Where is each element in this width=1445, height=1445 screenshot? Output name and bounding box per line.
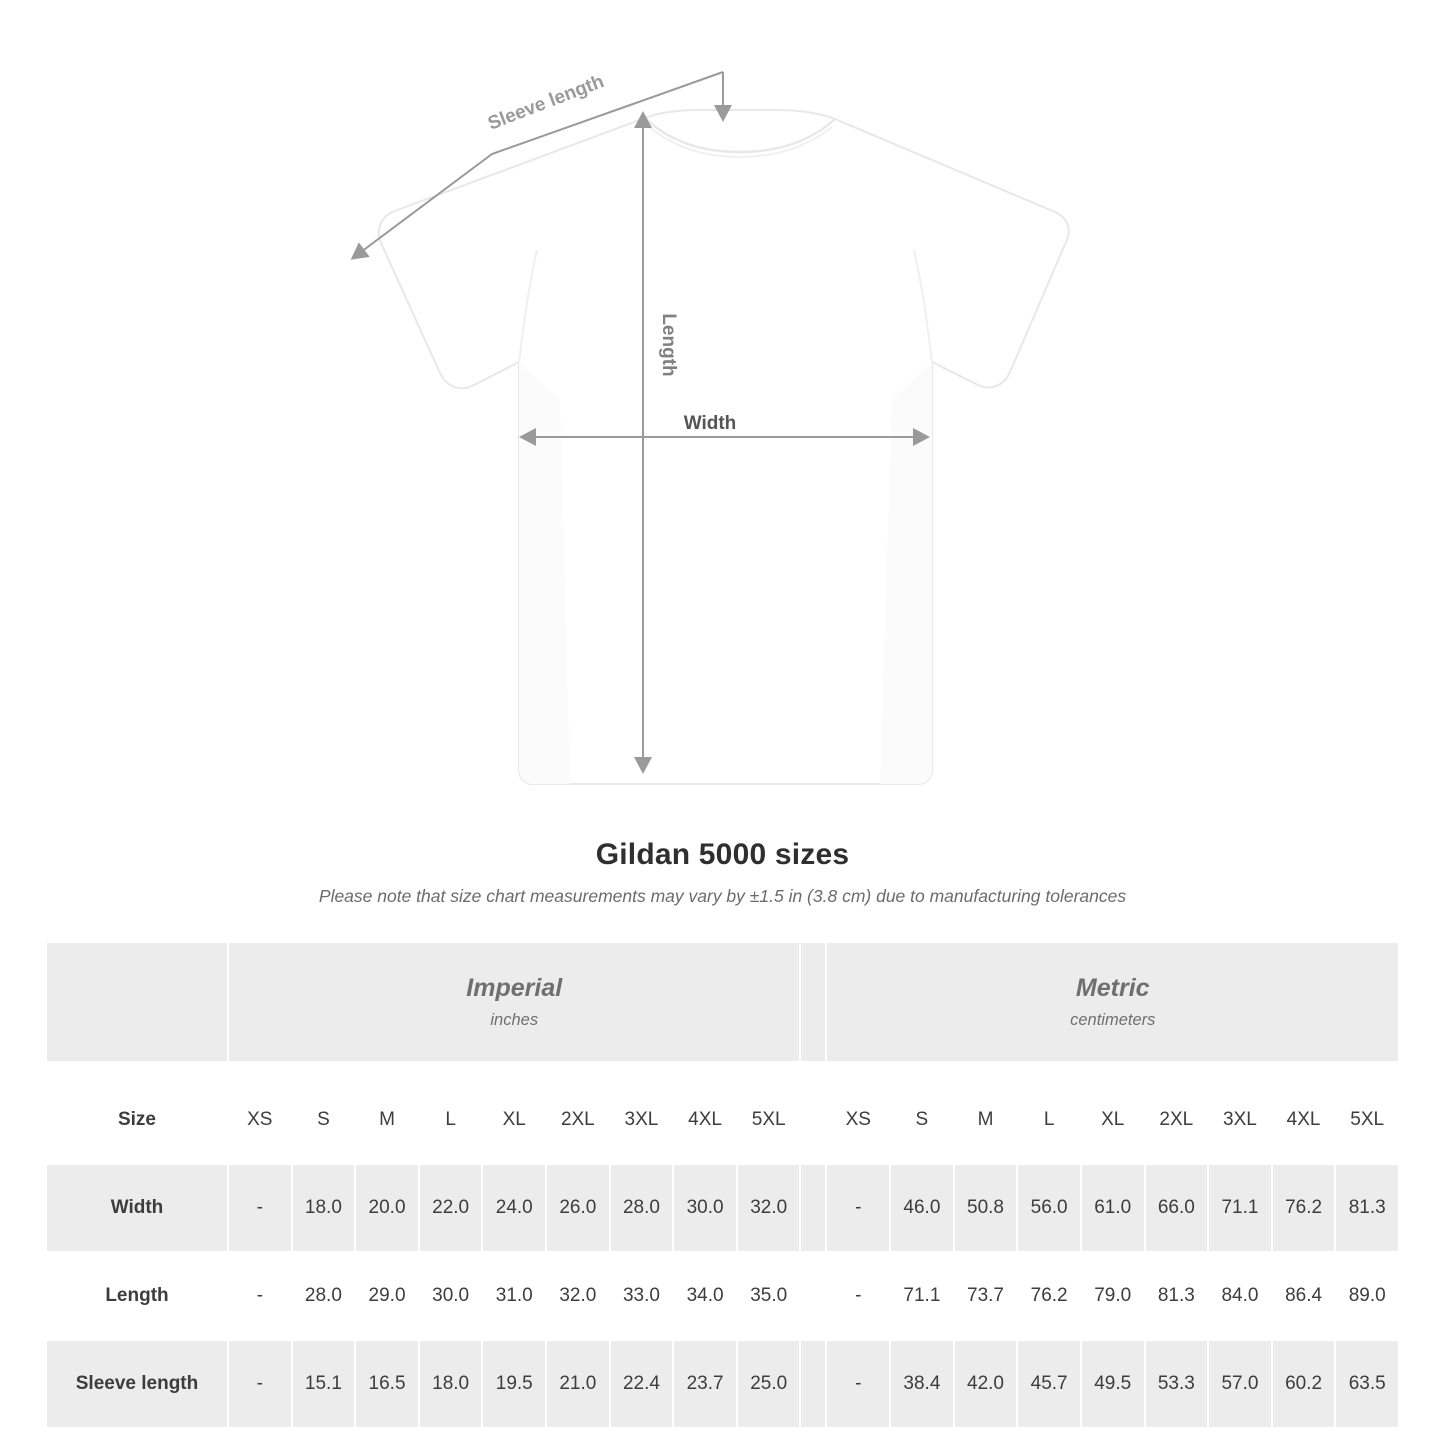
- width-imperial-xl: 24.0: [482, 1164, 546, 1252]
- sleeve-metric-5xl: 63.5: [1335, 1340, 1399, 1428]
- length-metric-3xl: 84.0: [1208, 1252, 1272, 1340]
- width-metric-xl: 61.0: [1081, 1164, 1145, 1252]
- unit-header-imperial: [228, 942, 800, 1062]
- width-imperial-4xl: 30.0: [673, 1164, 737, 1252]
- size-table: [45, 941, 1400, 1429]
- unit-sub-imperial: inches: [490, 1011, 539, 1029]
- size-metric-4xl: 4XL: [1272, 1076, 1336, 1164]
- length-gap: [800, 1252, 826, 1340]
- sleeve-imperial-2xl: 21.0: [546, 1340, 610, 1428]
- sleeve-imperial-xs: -: [228, 1340, 292, 1428]
- length-imperial-m: 29.0: [355, 1252, 419, 1340]
- length-metric-xl: 79.0: [1081, 1252, 1145, 1340]
- size-gap: [800, 1076, 826, 1164]
- table-spacer-row: [46, 1062, 1399, 1076]
- row-label-sleeve-length: Sleeve length: [46, 1340, 228, 1428]
- length-metric-4xl: 86.4: [1272, 1252, 1336, 1340]
- size-imperial-s: S: [292, 1076, 356, 1164]
- length-metric-xs: -: [826, 1252, 890, 1340]
- unit-sub-metric: centimeters: [1070, 1011, 1156, 1029]
- sleeve-imperial-m: 16.5: [355, 1340, 419, 1428]
- sleeve-metric-l: 45.7: [1017, 1340, 1081, 1428]
- length-metric-l: 76.2: [1017, 1252, 1081, 1340]
- length-imperial-2xl: 32.0: [546, 1252, 610, 1340]
- unit-header-gap: [800, 942, 826, 1062]
- width-metric-2xl: 66.0: [1145, 1164, 1209, 1252]
- width-gap: [800, 1164, 826, 1252]
- size-imperial-l: L: [419, 1076, 483, 1164]
- width-metric-m: 50.8: [954, 1164, 1018, 1252]
- size-metric-s: S: [890, 1076, 954, 1164]
- width-imperial-2xl: 26.0: [546, 1164, 610, 1252]
- table-row-sleeve-length: [46, 1340, 1399, 1428]
- title-block: [0, 838, 1445, 907]
- width-metric-xs: -: [826, 1164, 890, 1252]
- sleeve-metric-s: 38.4: [890, 1340, 954, 1428]
- width-imperial-m: 20.0: [355, 1164, 419, 1252]
- sleeve-metric-3xl: 57.0: [1208, 1340, 1272, 1428]
- sleeve-imperial-5xl: 25.0: [737, 1340, 801, 1428]
- width-imperial-5xl: 32.0: [737, 1164, 801, 1252]
- width-imperial-l: 22.0: [419, 1164, 483, 1252]
- size-imperial-5xl: 5XL: [737, 1076, 801, 1164]
- unit-header-row: [46, 942, 1399, 1062]
- length-label: Length: [658, 313, 679, 377]
- row-label-width: Width: [46, 1164, 228, 1252]
- length-metric-m: 73.7: [954, 1252, 1018, 1340]
- size-table-wrapper: [0, 941, 1445, 1429]
- size-label-row: [46, 1076, 1399, 1164]
- size-imperial-xs: XS: [228, 1076, 292, 1164]
- size-metric-l: L: [1017, 1076, 1081, 1164]
- sleeve-length-label: Sleeve length: [485, 71, 607, 135]
- length-imperial-4xl: 34.0: [673, 1252, 737, 1340]
- size-label-cell: Size: [46, 1076, 228, 1164]
- size-imperial-3xl: 3XL: [610, 1076, 674, 1164]
- width-label: Width: [683, 413, 737, 434]
- length-imperial-xl: 31.0: [482, 1252, 546, 1340]
- size-metric-xl: XL: [1081, 1076, 1145, 1164]
- unit-header-metric: [826, 942, 1399, 1062]
- size-imperial-2xl: 2XL: [546, 1076, 610, 1164]
- sleeve-metric-m: 42.0: [954, 1340, 1018, 1428]
- length-metric-2xl: 81.3: [1145, 1252, 1209, 1340]
- size-metric-m: M: [954, 1076, 1018, 1164]
- row-label-length: Length: [46, 1252, 228, 1340]
- width-metric-s: 46.0: [890, 1164, 954, 1252]
- table-row-width: [46, 1164, 1399, 1252]
- sleeve-metric-2xl: 53.3: [1145, 1340, 1209, 1428]
- width-metric-l: 56.0: [1017, 1164, 1081, 1252]
- size-metric-2xl: 2XL: [1145, 1076, 1209, 1164]
- unit-header-spacer: [46, 942, 228, 1062]
- unit-name-imperial: Imperial: [466, 974, 563, 1002]
- page-title: Gildan 5000 sizes: [595, 838, 850, 871]
- width-metric-4xl: 76.2: [1272, 1164, 1336, 1252]
- size-imperial-4xl: 4XL: [673, 1076, 737, 1164]
- sleeve-imperial-s: 15.1: [292, 1340, 356, 1428]
- sleeve-imperial-4xl: 23.7: [673, 1340, 737, 1428]
- sleeve-imperial-xl: 19.5: [482, 1340, 546, 1428]
- length-imperial-s: 28.0: [292, 1252, 356, 1340]
- size-imperial-xl: XL: [482, 1076, 546, 1164]
- length-metric-s: 71.1: [890, 1252, 954, 1340]
- size-metric-3xl: 3XL: [1208, 1076, 1272, 1164]
- width-imperial-xs: -: [228, 1164, 292, 1252]
- width-imperial-3xl: 28.0: [610, 1164, 674, 1252]
- width-imperial-s: 18.0: [292, 1164, 356, 1252]
- size-imperial-m: M: [355, 1076, 419, 1164]
- width-metric-5xl: 81.3: [1335, 1164, 1399, 1252]
- sleeve-metric-xl: 49.5: [1081, 1340, 1145, 1428]
- tshirt-shape: [379, 110, 1069, 784]
- tolerance-note: Please note that size chart measurements may vary by ±1.5 in (3.8 cm) due to manufacturing tolerances: [318, 886, 1127, 906]
- length-imperial-3xl: 33.0: [610, 1252, 674, 1340]
- sleeve-metric-4xl: 60.2: [1272, 1340, 1336, 1428]
- length-imperial-xs: -: [228, 1252, 292, 1340]
- sleeve-gap: [800, 1340, 826, 1428]
- sleeve-imperial-l: 18.0: [419, 1340, 483, 1428]
- length-imperial-5xl: 35.0: [737, 1252, 801, 1340]
- sleeve-imperial-3xl: 22.4: [610, 1340, 674, 1428]
- size-metric-xs: XS: [826, 1076, 890, 1164]
- size-metric-5xl: 5XL: [1335, 1076, 1399, 1164]
- table-row-length: [46, 1252, 1399, 1340]
- width-metric-3xl: 71.1: [1208, 1164, 1272, 1252]
- length-imperial-l: 30.0: [419, 1252, 483, 1340]
- length-metric-5xl: 89.0: [1335, 1252, 1399, 1340]
- sleeve-metric-xs: -: [826, 1340, 890, 1428]
- unit-name-metric: Metric: [1075, 974, 1150, 1002]
